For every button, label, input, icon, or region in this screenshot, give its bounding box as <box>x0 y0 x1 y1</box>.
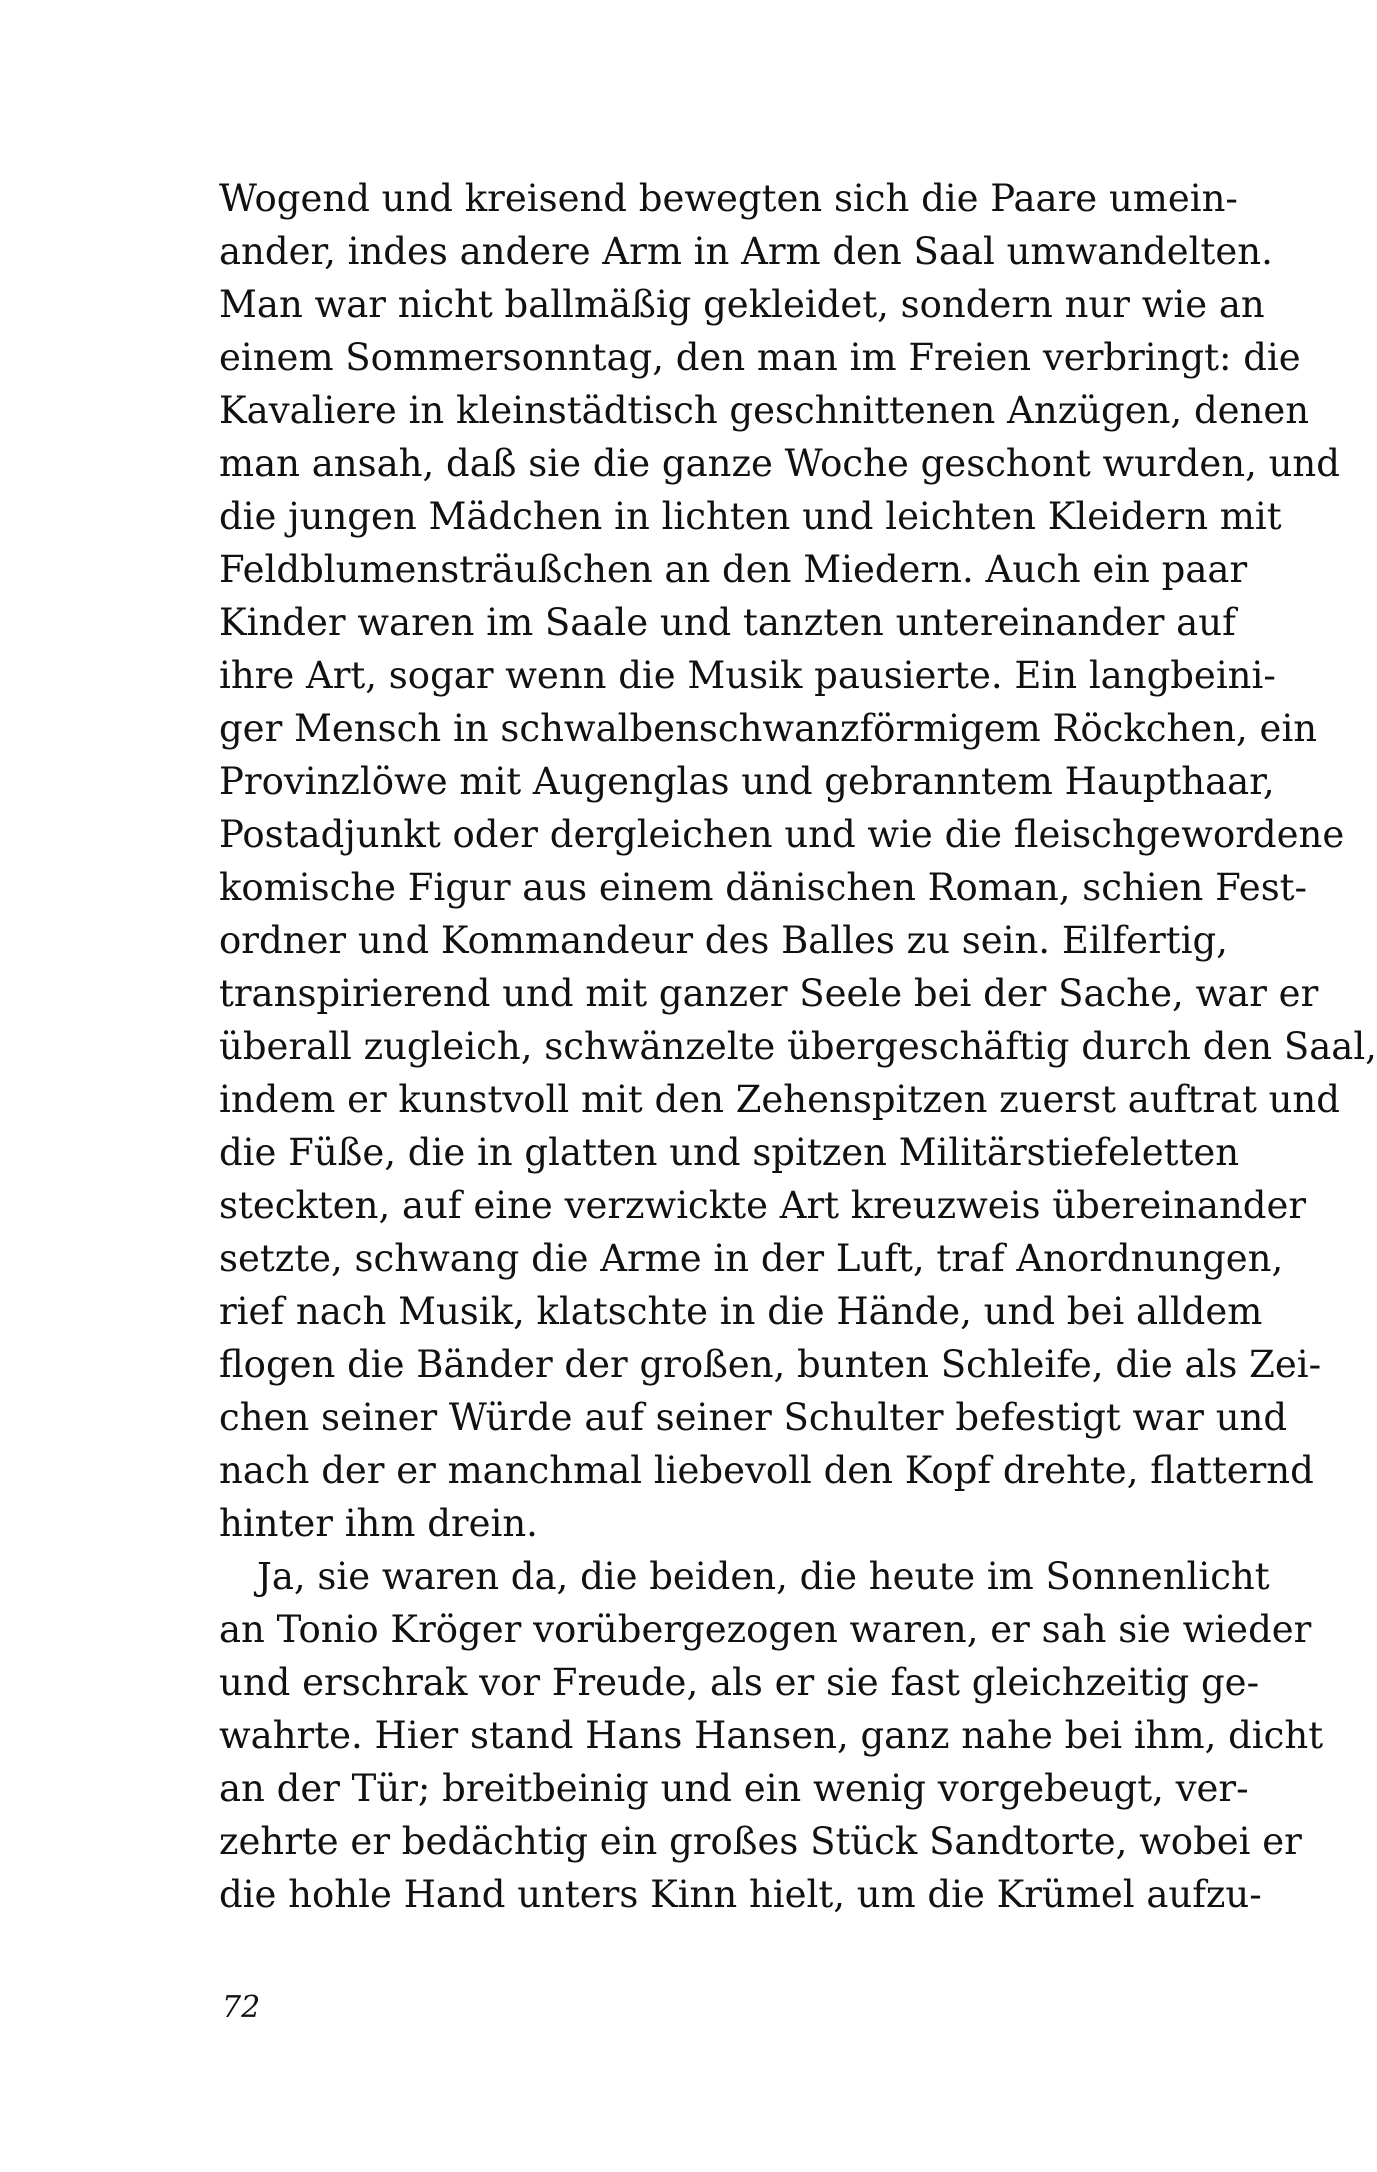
text-line: Man war nicht ballmäßig gekleidet, sondern nur wie an <box>219 283 1265 326</box>
text-line: überall zugleich, schwänzelte übergeschäftig durch den Saal, <box>219 1025 1377 1068</box>
text-line: und erschrak vor Freude, als er sie fast gleichzeitig ge- <box>219 1661 1260 1704</box>
text-line: zehrte er bedächtig ein großes Stück Sandtorte, wobei er <box>219 1820 1302 1863</box>
text-line: ordner und Kommandeur des Balles zu sein. Eilfertig, <box>219 919 1228 962</box>
text-line: steckten, auf eine verzwickte Art kreuzweis übereinander <box>219 1184 1307 1227</box>
page-number: 72 <box>222 1990 261 2025</box>
text-line: rief nach Musik, klatschte in die Hände, und bei alldem <box>219 1290 1263 1333</box>
body-text <box>219 172 1377 1921</box>
text-line: an der Tür; breitbeinig und ein wenig vorgebeugt, ver- <box>219 1767 1249 1810</box>
text-line: die Füße, die in glatten und spitzen Militärstiefeletten <box>219 1131 1240 1174</box>
text-line: komische Figur aus einem dänischen Roman, schien Fest- <box>219 866 1308 909</box>
text-line: flogen die Bänder der großen, bunten Schleife, die als Zei- <box>219 1343 1322 1386</box>
text-line: die hohle Hand unters Kinn hielt, um die Krümel aufzu- <box>219 1873 1262 1916</box>
text-line: die jungen Mädchen in lichten und leichten Kleidern mit <box>219 495 1282 538</box>
text-line: an Tonio Kröger vorübergezogen waren, er sah sie wieder <box>219 1608 1312 1651</box>
text-line: wahrte. Hier stand Hans Hansen, ganz nahe bei ihm, dicht <box>219 1714 1324 1757</box>
text-line: einem Sommersonntag, den man im Freien verbringt: die <box>219 336 1301 379</box>
text-line: Kinder waren im Saale und tanzten untereinander auf <box>219 601 1236 644</box>
text-line: indem er kunstvoll mit den Zehenspitzen zuerst auftrat und <box>219 1078 1340 1121</box>
text-line: Postadjunkt oder dergleichen und wie die fleischgewordene <box>219 813 1345 856</box>
text-line: chen seiner Würde auf seiner Schulter befestigt war und <box>219 1396 1288 1439</box>
text-line: Kavaliere in kleinstädtisch geschnittenen Anzügen, denen <box>219 389 1310 432</box>
text-line: man ansah, daß sie die ganze Woche geschont wurden, und <box>219 442 1340 485</box>
text-line: Ja, sie waren da, die beiden, die heute im Sonnenlicht <box>257 1555 1270 1598</box>
text-line: hinter ihm drein. <box>219 1502 538 1545</box>
text-line: setzte, schwang die Arme in der Luft, traf Anordnungen, <box>219 1237 1284 1280</box>
text-line: ger Mensch in schwalbenschwanzförmigem Röckchen, ein <box>219 707 1318 750</box>
text-line: Provinzlöwe mit Augenglas und gebranntem Haupthaar, <box>219 760 1275 803</box>
text-line: Wogend und kreisend bewegten sich die Paare umein- <box>219 177 1238 220</box>
text-line: ander, indes andere Arm in Arm den Saal umwandelten. <box>219 230 1273 273</box>
text-line: ihre Art, sogar wenn die Musik pausierte. Ein langbeini- <box>219 654 1276 697</box>
text-line: nach der er manchmal liebevoll den Kopf drehte, flatternd <box>219 1449 1314 1492</box>
text-line: transpirierend und mit ganzer Seele bei der Sache, war er <box>219 972 1319 1015</box>
text-line: Feldblumensträußchen an den Miedern. Auch ein paar <box>219 548 1248 591</box>
